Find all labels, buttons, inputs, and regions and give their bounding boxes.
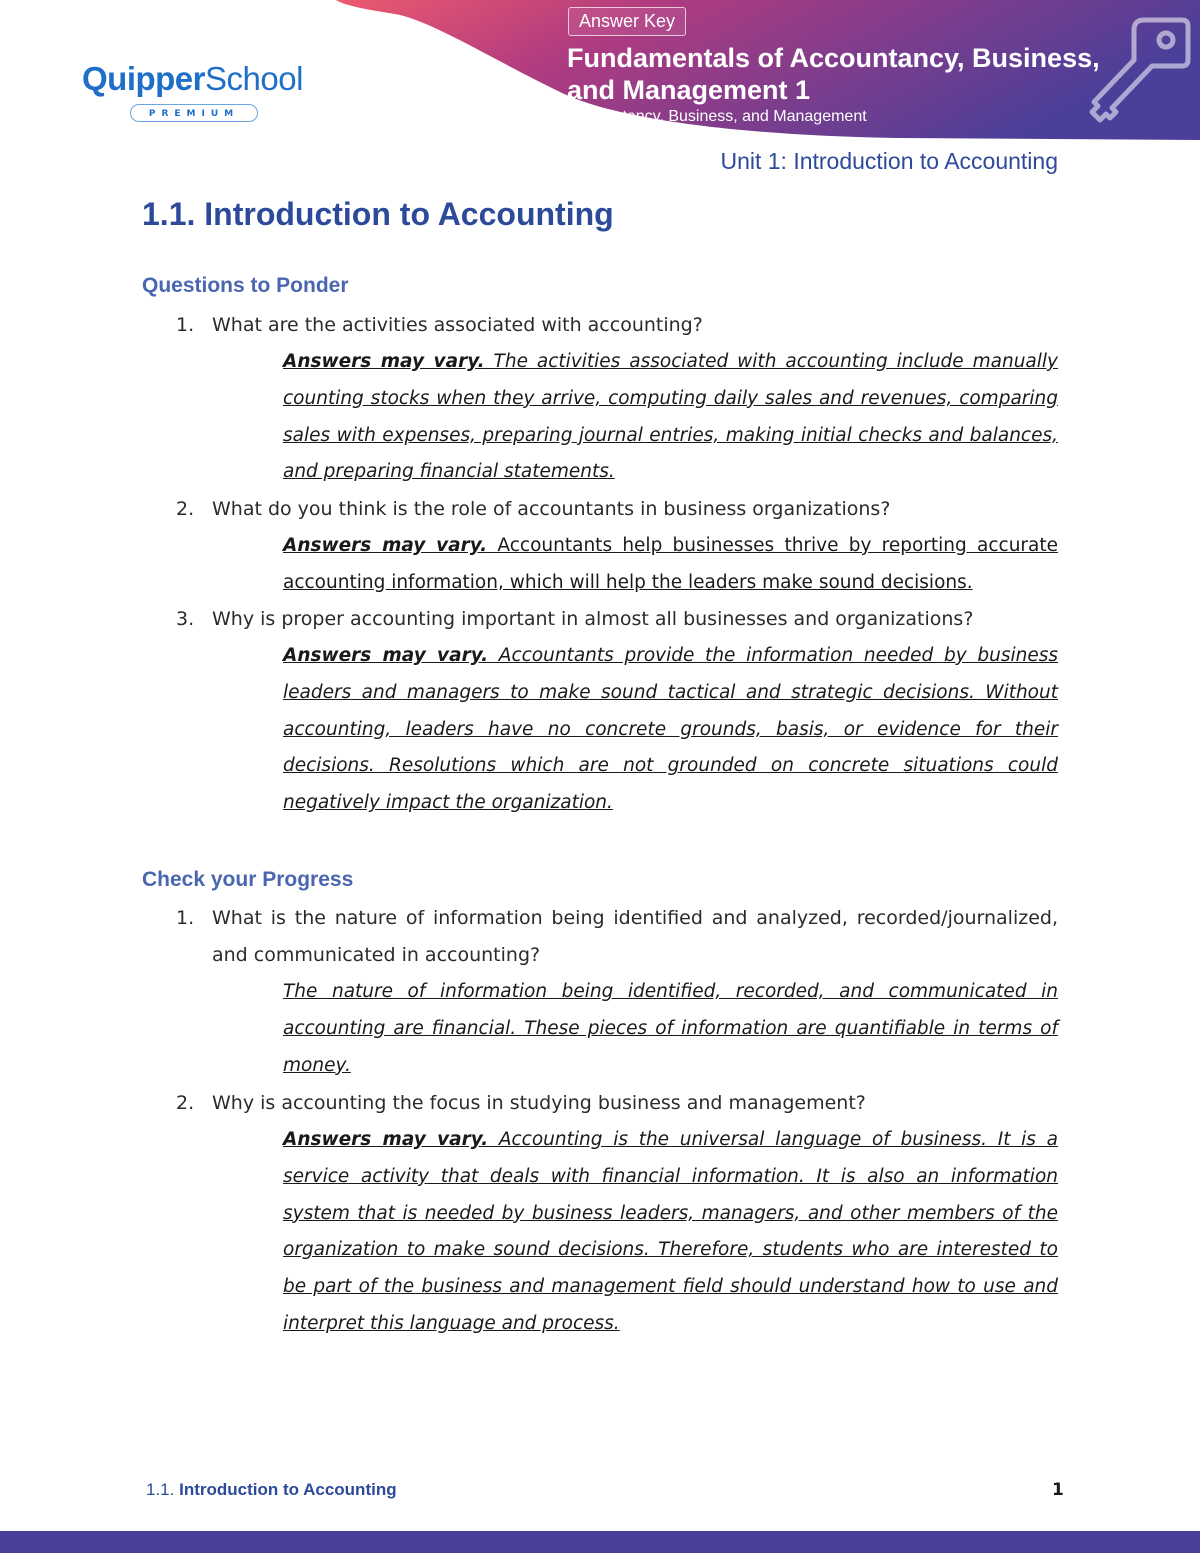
unit-title: Unit 1: Introduction to Accounting (720, 148, 1058, 174)
answer-key-badge: Answer Key (568, 7, 686, 36)
answer-body: Accountants help businesses thrive by reporting accurate accounting information, which will help the leaders make sound decisions. (283, 535, 1058, 593)
answer-text (283, 974, 1058, 1084)
question-text: Why is accounting the focus in studying business and management? (212, 1092, 866, 1114)
answer-lead: Answers may vary. (283, 535, 488, 556)
section-heading-questions-to-ponder: Questions to Ponder (142, 274, 349, 297)
answer-lead: Answers may vary. (283, 1129, 489, 1150)
question-text: What is the nature of information being identified and analyzed, recorded/journalized, and communicated in accounting? (212, 907, 1058, 966)
answer-body: Accountants provide the information needed by business leaders and managers to make sound tactical and strategic decisions. Without accounting, leaders have no concrete grounds, basis, or evidence for their decisions. Resolutions which are not grounded on concrete situations could negatively impact the organization. (283, 645, 1058, 814)
question-item (176, 307, 1058, 344)
footer-section-title (146, 1480, 397, 1500)
question-item (176, 601, 1058, 638)
question-item (176, 491, 1058, 528)
question-number: 1. (176, 907, 195, 929)
page-title: 1.1. Introduction to Accounting (142, 196, 614, 232)
question-number: 1. (176, 314, 195, 336)
logo-school: School (205, 60, 303, 97)
answer-lead: Answers may vary. (283, 645, 489, 666)
footer-bar (0, 1531, 1200, 1553)
answer-body: The activities associated with accounting include manually counting stocks when they arrive, computing daily sales and revenues, comparing sales with expenses, preparing journal entries, making initial checks and balances, and preparing financial statements. (283, 351, 1058, 483)
answer-text (283, 1122, 1058, 1343)
answer-body: The nature of information being identified, recorded, and communicated in accounting are financial. These pieces of information are quantifiable in terms of money. (283, 981, 1058, 1076)
answer-lead: Answers may vary. (283, 351, 485, 372)
answer-text (283, 528, 1058, 602)
question-item (176, 1085, 1058, 1122)
question-text: Why is proper accounting important in almost all businesses and organizations? (212, 608, 974, 630)
question-number: 2. (176, 498, 195, 520)
logo-wordmark (82, 60, 303, 98)
question-item (176, 900, 1058, 974)
footer-section-number: 1.1. (146, 1480, 175, 1499)
question-text: What are the activities associated with accounting? (212, 314, 703, 336)
footer-section-name: Introduction to Accounting (179, 1480, 397, 1499)
logo-tier-badge: PREMIUM (130, 104, 258, 122)
answer-text (283, 344, 1058, 491)
logo-brand: Quipper (82, 60, 206, 97)
section-heading-check-your-progress: Check your Progress (142, 868, 354, 891)
question-number: 2. (176, 1092, 195, 1114)
page-number: 1 (1052, 1480, 1064, 1500)
course-subtitle: Accountancy, Business, and Management (569, 108, 867, 125)
answer-body: Accounting is the universal language of business. It is a service activity that deals with financial information. It is also an information system that is needed by business leaders, managers, and other members of the organization to make sound decisions. Therefore, students who are interested to be part of the business and management field should understand how to use and interpret this language and process. (283, 1129, 1059, 1334)
question-text: What do you think is the role of accountants in business organizations? (212, 498, 891, 520)
key-icon (1082, 12, 1192, 132)
course-title: Fundamentals of Accountancy, Business, and Management 1 (567, 43, 1100, 105)
question-number: 3. (176, 608, 195, 630)
answer-text (283, 638, 1058, 822)
quipper-school-logo (82, 60, 303, 122)
